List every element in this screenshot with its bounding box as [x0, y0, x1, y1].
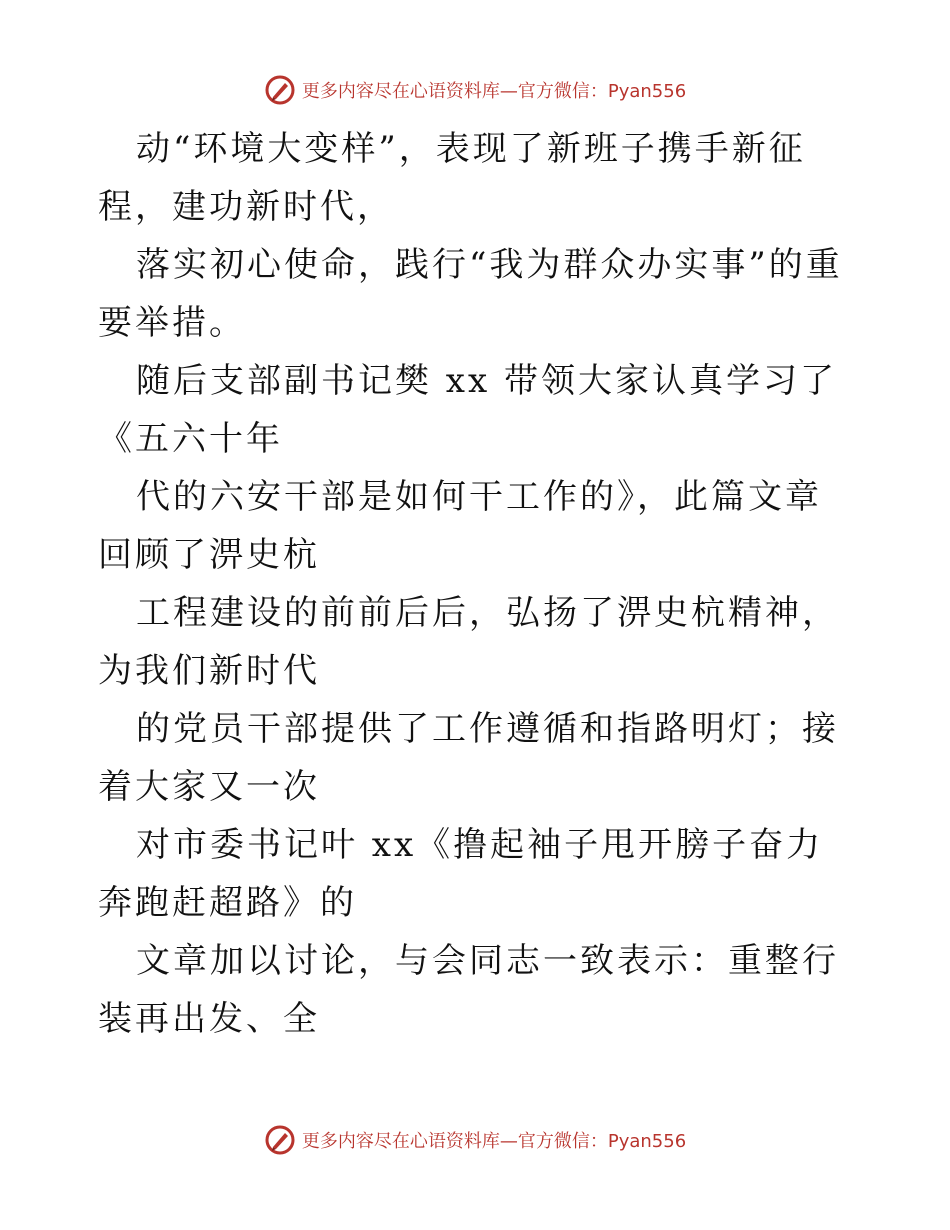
paragraph-7: 对市委书记叶 xx《撸起袖子甩开膀子奋力奔跑赶超路》的 [98, 825, 824, 923]
document-body [98, 120, 858, 1048]
footer-banner-text: 更多内容尽在心语资料库—官方微信：Pyan556 [301, 1131, 687, 1152]
header-banner [0, 70, 950, 110]
pen-logo-icon [264, 74, 296, 106]
paragraph-2: 落实初心使命，践行“我为群众办实事”的重要举措。 [98, 245, 843, 343]
footer-banner [0, 1120, 950, 1160]
paragraph-4: 代的六安干部是如何干工作的》，此篇文章回顾了淠史杭 [98, 477, 822, 575]
paragraph-6: 的党员干部提供了工作遵循和指路明灯；接着大家又一次 [98, 709, 839, 807]
pen-logo-icon [264, 1124, 296, 1156]
paragraph-3: 随后支部副书记樊 xx 带领大家认真学习了《五六十年 [98, 361, 837, 459]
paragraph-5: 工程建设的前前后后，弘扬了淠史杭精神，为我们新时代 [98, 593, 839, 691]
paragraph-8: 文章加以讨论，与会同志一致表示：重整行装再出发、全 [98, 941, 839, 1039]
header-banner-text: 更多内容尽在心语资料库—官方微信：Pyan556 [301, 81, 687, 102]
paragraph-1: 动“环境大变样”，表现了新班子携手新征程，建功新时代， [98, 129, 806, 227]
